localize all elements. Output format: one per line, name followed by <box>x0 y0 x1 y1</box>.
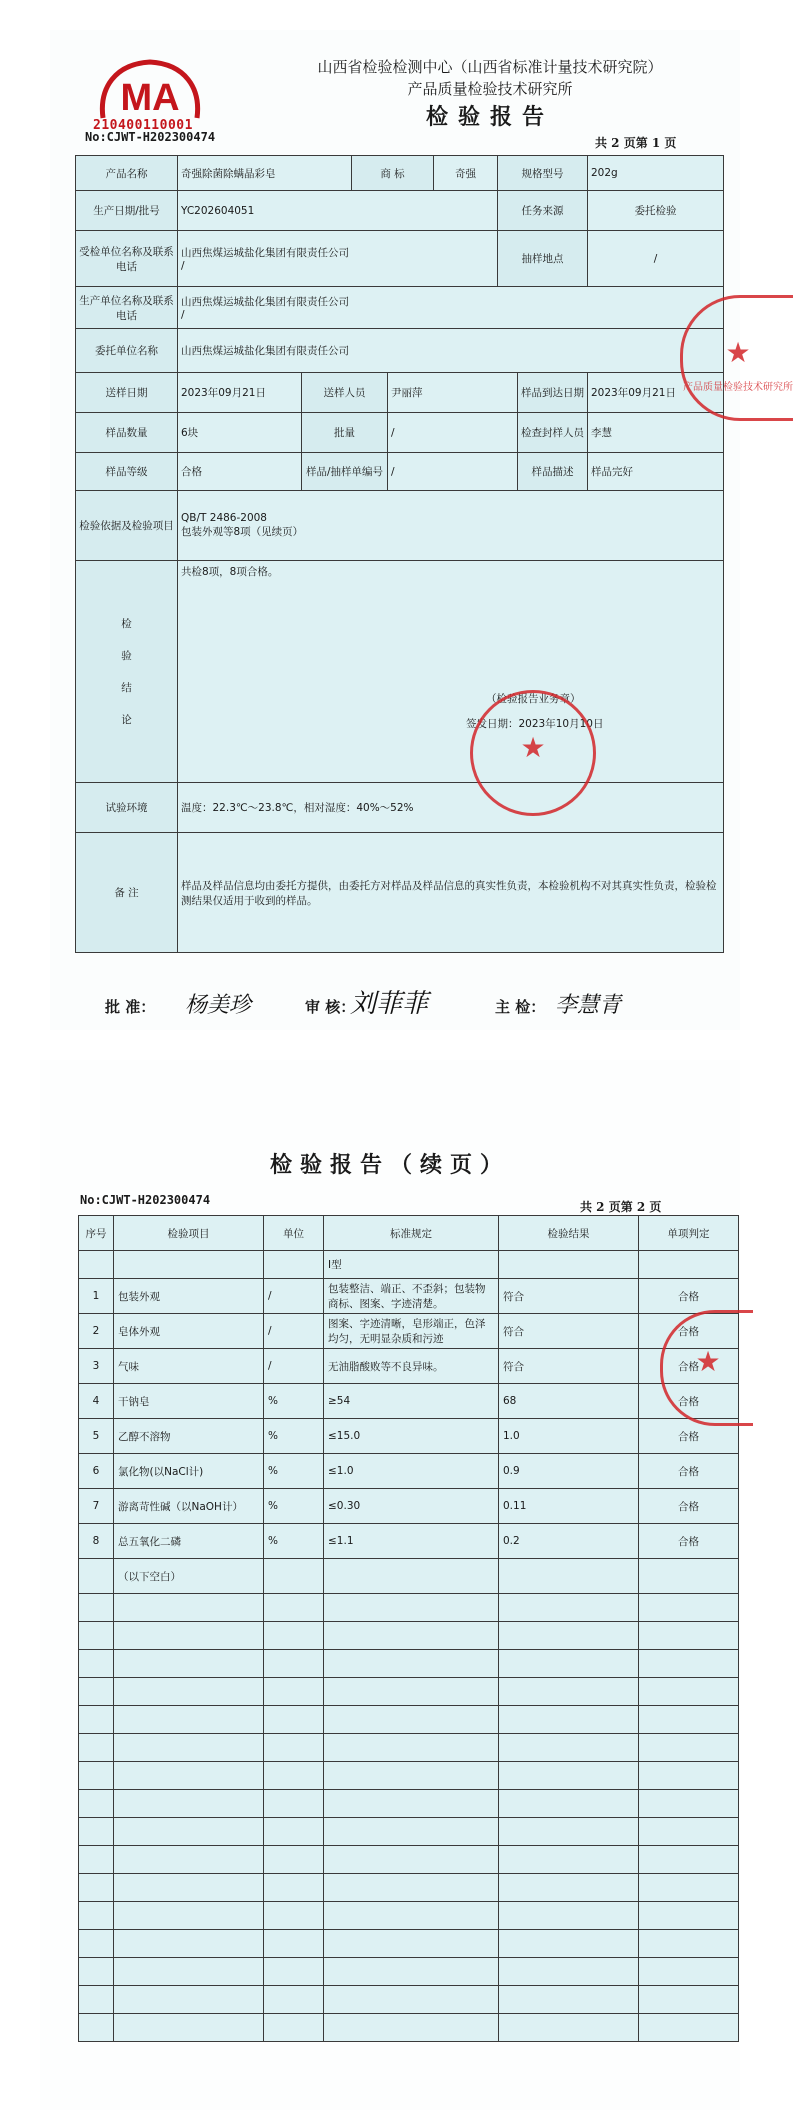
table-row <box>79 1489 739 1524</box>
send-date-label: 送样日期 <box>76 373 178 413</box>
empty-row <box>79 1678 739 1706</box>
conclusion-label-1: 检 <box>121 617 132 630</box>
cma-logo <box>95 58 205 124</box>
spec: 202g <box>588 156 724 191</box>
item-unit: % <box>264 1384 324 1419</box>
item-judge: 合格 <box>639 1419 739 1454</box>
item-unit: % <box>264 1524 324 1559</box>
empty-row <box>79 1846 739 1874</box>
batch: / <box>388 413 518 453</box>
task-source: 委托检验 <box>588 191 724 231</box>
empty-row <box>79 1986 739 2014</box>
empty-row <box>79 1650 739 1678</box>
table-row <box>79 1524 739 1559</box>
seal-star-icon: ★ <box>725 336 751 369</box>
institute-name: 产品质量检验技术研究所 <box>407 80 573 98</box>
page-info: 共 2 页第 1 页 <box>595 136 677 150</box>
product-name-label: 产品名称 <box>76 156 178 191</box>
batch-label: 批量 <box>302 413 388 453</box>
item-result: 符合 <box>499 1314 639 1349</box>
arrival-label: 样品到达日期 <box>518 373 588 413</box>
conclusion-label <box>76 561 178 783</box>
inspected-unit-label: 受检单位名称及联系电话 <box>76 231 178 287</box>
conclusion-label-2: 验 <box>121 649 132 662</box>
task-source-label: 任务来源 <box>498 191 588 231</box>
item-result: 0.11 <box>499 1489 639 1524</box>
header-unit: 单位 <box>264 1216 324 1251</box>
chief-signature: 李慧青 <box>555 993 622 1018</box>
approve-label: 批 准： <box>105 998 156 1016</box>
producer-phone: / <box>181 309 185 321</box>
item-name: 乙醇不溶物 <box>114 1419 264 1454</box>
item-seq: 1 <box>79 1279 114 1314</box>
empty-row <box>79 1622 739 1650</box>
item-name: 气味 <box>114 1349 264 1384</box>
report-page-1 <box>50 30 793 1030</box>
inspected-unit-phone: / <box>181 260 185 272</box>
seal-star-icon: ★ <box>695 1345 721 1378</box>
item-judge: 合格 <box>639 1489 739 1524</box>
items-table <box>78 1215 739 2042</box>
approve-signature: 杨美珍 <box>185 993 252 1018</box>
empty-row <box>79 1818 739 1846</box>
spec-label: 规格型号 <box>498 156 588 191</box>
item-name: 氯化物(以NaCl计) <box>114 1454 264 1489</box>
review-signature: 刘菲菲 <box>350 989 429 1019</box>
basis-standard: QB/T 2486-2008 <box>181 512 267 524</box>
item-judge: 合格 <box>639 1524 739 1559</box>
chief-label: 主 检： <box>495 998 546 1016</box>
report-form <box>75 155 724 953</box>
item-standard: 无油脂酸败等不良异味。 <box>324 1349 499 1384</box>
empty-row <box>79 1902 739 1930</box>
item-judge: 合格 <box>639 1384 739 1419</box>
inspected-unit-cell <box>178 231 498 287</box>
item-seq: 7 <box>79 1489 114 1524</box>
item-result: 符合 <box>499 1349 639 1384</box>
empty-row <box>79 1762 739 1790</box>
producer-cell <box>178 287 724 329</box>
item-judge: 合格 <box>639 1454 739 1489</box>
grade: 合格 <box>178 453 302 491</box>
header-item: 检验项目 <box>114 1216 264 1251</box>
env: 温度：22.3℃～23.8℃，相对湿度：40%～52% <box>178 783 724 833</box>
item-unit: / <box>264 1279 324 1314</box>
continuation-title: 检验报告（续页） <box>269 1152 510 1178</box>
client: 山西焦煤运城盐化集团有限责任公司 <box>178 329 724 373</box>
cma-number: 210400110001 <box>93 118 193 133</box>
item-name: 皂体外观 <box>114 1314 264 1349</box>
basis-cell <box>178 491 724 561</box>
table-row <box>79 1384 739 1419</box>
empty-row <box>79 1874 739 1902</box>
qty: 6块 <box>178 413 302 453</box>
producer: 山西焦煤运城盐化集团有限责任公司 <box>181 296 349 308</box>
qty-label: 样品数量 <box>76 413 178 453</box>
item-name: 包装外观 <box>114 1279 264 1314</box>
item-result: 68 <box>499 1384 639 1419</box>
item-judge: 合格 <box>639 1279 739 1314</box>
item-seq: 3 <box>79 1349 114 1384</box>
report-title: 检验报告 <box>425 104 554 130</box>
item-unit: % <box>264 1489 324 1524</box>
header-result: 检验结果 <box>499 1216 639 1251</box>
item-result: 1.0 <box>499 1419 639 1454</box>
report-page-2 <box>40 1060 740 2110</box>
review-label: 审 核： <box>305 998 356 1016</box>
table-row <box>79 1314 739 1349</box>
item-unit: % <box>264 1454 324 1489</box>
blank-note-row <box>79 1559 739 1594</box>
item-standard: ≤0.30 <box>324 1489 499 1524</box>
item-standard: ≤1.1 <box>324 1524 499 1559</box>
basis-label: 检验依据及检验项目 <box>76 491 178 561</box>
basis-items: 包装外观等8项（见续页） <box>181 526 304 538</box>
item-name: 总五氧化二磷 <box>114 1524 264 1559</box>
item-unit: / <box>264 1314 324 1349</box>
table-row <box>79 1454 739 1489</box>
item-result: 0.2 <box>499 1524 639 1559</box>
item-standard: 图案、字迹清晰，皂形端正，色泽均匀，无明显杂质和污迹 <box>324 1314 499 1349</box>
item-judge: 合格 <box>639 1349 739 1384</box>
item-result: 0.9 <box>499 1454 639 1489</box>
trademark: 奇强 <box>434 156 498 191</box>
empty-row <box>79 1930 739 1958</box>
item-seq: 5 <box>79 1419 114 1454</box>
type-row <box>79 1251 739 1279</box>
seal-star-icon: ★ <box>520 731 546 764</box>
sample-no-label: 样品/抽样单编号 <box>302 453 388 491</box>
product-name: 奇强除菌除螨晶彩皂 <box>178 156 352 191</box>
issue-date: 签发日期：2023年10月10日 <box>466 718 604 730</box>
send-date: 2023年09月21日 <box>178 373 302 413</box>
stamp-line: （检验报告业务章） <box>486 693 581 705</box>
table-header-row <box>79 1216 739 1251</box>
remark-label: 备 注 <box>76 833 178 953</box>
item-result: 符合 <box>499 1279 639 1314</box>
item-unit: / <box>264 1349 324 1384</box>
trademark-label: 商 标 <box>352 156 434 191</box>
sender-label: 送样人员 <box>302 373 388 413</box>
item-seq: 6 <box>79 1454 114 1489</box>
item-standard: ≤1.0 <box>324 1454 499 1489</box>
item-seq: 8 <box>79 1524 114 1559</box>
seal-text: 产品质量检验技术研究所 <box>683 382 793 393</box>
item-standard: 包装整洁、端正、不歪斜；包装物商标、图案、字迹清楚。 <box>324 1279 499 1314</box>
table-row <box>79 1419 739 1454</box>
doc-number-2: No:CJWT-H202300474 <box>80 1193 211 1207</box>
conclusion-label-3: 结 <box>121 681 132 694</box>
item-standard: ≥54 <box>324 1384 499 1419</box>
type-label: I型 <box>324 1251 499 1279</box>
prod-date: YC202604051 <box>178 191 498 231</box>
desc: 样品完好 <box>588 453 724 491</box>
conclusion-cell <box>178 561 724 783</box>
header-standard: 标准规定 <box>324 1216 499 1251</box>
edge-seal <box>680 295 793 421</box>
empty-row <box>79 1734 739 1762</box>
sample-no: / <box>388 453 518 491</box>
empty-row <box>79 1790 739 1818</box>
cma-logo-text: MA <box>120 77 180 119</box>
table-row <box>79 1279 739 1314</box>
page-info-2: 共 2 页第 2 页 <box>580 1200 662 1214</box>
sampling-place-label: 抽样地点 <box>498 231 588 287</box>
env-label: 试验环境 <box>76 783 178 833</box>
producer-label: 生产单位名称及联系电话 <box>76 287 178 329</box>
inspected-unit: 山西焦煤运城盐化集团有限责任公司 <box>181 247 349 259</box>
header-judge: 单项判定 <box>639 1216 739 1251</box>
inspection-seal <box>470 690 596 816</box>
sender: 尹丽萍 <box>388 373 518 413</box>
item-judge: 合格 <box>639 1314 739 1349</box>
prod-date-label: 生产日期/批号 <box>76 191 178 231</box>
item-seq: 4 <box>79 1384 114 1419</box>
sealer-label: 检查封样人员 <box>518 413 588 453</box>
client-label: 委托单位名称 <box>76 329 178 373</box>
table-row <box>79 1349 739 1384</box>
institution-name: 山西省检验检测中心（山西省标准计量技术研究院） <box>317 58 663 76</box>
empty-row <box>79 1706 739 1734</box>
doc-number: No:CJWT-H202300474 <box>85 130 216 144</box>
edge-seal-2 <box>660 1310 753 1426</box>
empty-row <box>79 2014 739 2042</box>
item-seq: 2 <box>79 1314 114 1349</box>
conclusion-text: 共检8项，8项合格。 <box>181 566 279 578</box>
sampling-place: / <box>588 231 724 287</box>
item-unit: % <box>264 1419 324 1454</box>
remark: 样品及样品信息均由委托方提供，由委托方对样品及样品信息的真实性负责，本检验机构不对其真实性负责，检验检测结果仅适用于收到的样品。 <box>178 833 724 953</box>
header-seq: 序号 <box>79 1216 114 1251</box>
item-name: 游离苛性碱（以NaOH计） <box>114 1489 264 1524</box>
empty-row <box>79 1958 739 1986</box>
item-standard: ≤15.0 <box>324 1419 499 1454</box>
sealer: 李慧 <box>588 413 724 453</box>
empty-row <box>79 1594 739 1622</box>
desc-label: 样品描述 <box>518 453 588 491</box>
arrival: 2023年09月21日 <box>588 373 724 413</box>
conclusion-label-4: 论 <box>121 713 132 726</box>
blank-note: （以下空白） <box>114 1559 264 1594</box>
item-name: 干钠皂 <box>114 1384 264 1419</box>
grade-label: 样品等级 <box>76 453 178 491</box>
